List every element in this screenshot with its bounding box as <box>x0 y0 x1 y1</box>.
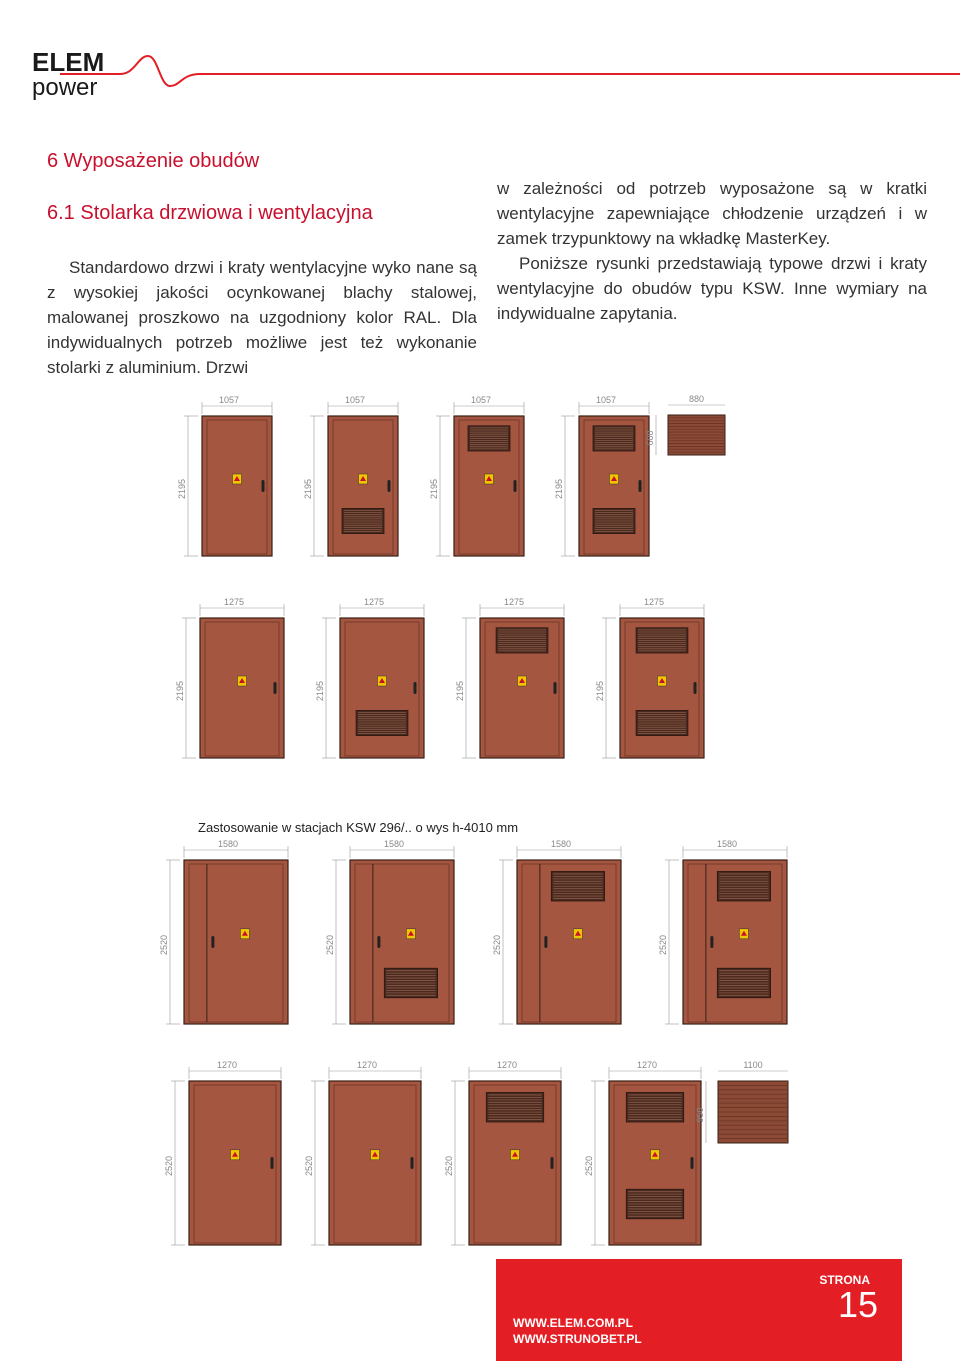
door-frame <box>329 1081 421 1245</box>
door-handle <box>271 1157 274 1169</box>
footer-bar <box>496 1259 902 1361</box>
width-dimension-label: 1275 <box>223 597 245 607</box>
door-handle <box>414 682 417 694</box>
logo-text-bottom: power <box>32 74 98 101</box>
height-dimension-label: 2195 <box>595 680 605 702</box>
caption: Zastosowanie w stacjach KSW 296/.. o wys h-4010 mm <box>198 820 519 835</box>
section-title: 6 Wyposażenie obudów <box>47 150 260 172</box>
website-link-elem[interactable]: WWW.ELEM.COM.PL <box>513 1316 633 1330</box>
door-handle <box>544 936 547 948</box>
door-handle <box>388 480 391 492</box>
door-handle <box>691 1157 694 1169</box>
door-handle <box>262 480 265 492</box>
height-dimension-label: 2195 <box>175 680 185 702</box>
width-dimension-label: 1580 <box>383 839 405 849</box>
door-handle <box>710 936 713 948</box>
width-dimension-label: 1057 <box>218 395 240 405</box>
height-dimension-label: 2520 <box>492 934 502 956</box>
grille-height-label: 600 <box>645 430 655 446</box>
page-number: 15 <box>837 1284 878 1325</box>
door-frame <box>189 1081 281 1245</box>
width-dimension-label: 1270 <box>636 1060 658 1070</box>
door-handle <box>514 480 517 492</box>
door-frame <box>350 860 454 1024</box>
height-dimension-label: 2195 <box>455 680 465 702</box>
paragraph-right-2: Poniższe rysunki przedstawiają typowe drzwi i kraty wentylacyjne do obudów typu KSW. Inne wymiary na indywidualne zapytania. <box>497 254 927 323</box>
height-dimension-label: 2195 <box>315 680 325 702</box>
width-dimension-label: 1275 <box>503 597 525 607</box>
door-handle <box>377 936 380 948</box>
width-dimension-label: 1580 <box>716 839 738 849</box>
logo-text-top: ELEM <box>32 47 105 77</box>
width-dimension-label: 1580 <box>550 839 572 849</box>
height-dimension-label: 2520 <box>325 934 335 956</box>
width-dimension-label: 1275 <box>643 597 665 607</box>
height-dimension-label: 2520 <box>444 1155 454 1177</box>
height-dimension-label: 2520 <box>658 934 668 956</box>
door-handle <box>274 682 277 694</box>
width-dimension-label: 1057 <box>595 395 617 405</box>
width-dimension-label: 1057 <box>470 395 492 405</box>
height-dimension-label: 2195 <box>303 478 313 500</box>
paragraph-left: Standardowo drzwi i kraty wentylacyjne wyko nane są z wysokiej jakości ocynkowanej blachy stalowej, malowanej proszkowo na uzgodniony kolor RAL. Dla indywidualnych potrzeb możliwe jest też wykonanie stolarki z aluminium. Drzwi <box>47 258 477 377</box>
width-dimension-label: 1275 <box>363 597 385 607</box>
height-dimension-label: 2520 <box>584 1155 594 1177</box>
height-dimension-label: 2520 <box>304 1155 314 1177</box>
door-handle <box>639 480 642 492</box>
height-dimension-label: 2520 <box>159 934 169 956</box>
subsection-title: 6.1 Stolarka drzwiowa i wentylacyjna <box>47 202 373 224</box>
width-dimension-label: 1270 <box>216 1060 238 1070</box>
width-dimension-label: 1270 <box>496 1060 518 1070</box>
door-handle <box>554 682 557 694</box>
door-handle <box>211 936 214 948</box>
grille-height-label: 950 <box>695 1107 705 1123</box>
width-dimension-label: 1057 <box>344 395 366 405</box>
website-link-strunobet[interactable]: WWW.STRUNOBET.PL <box>513 1332 642 1346</box>
height-dimension-label: 2195 <box>429 478 439 500</box>
door-handle <box>551 1157 554 1169</box>
width-dimension-label: 1270 <box>356 1060 378 1070</box>
paragraph-right-1: w zależności od potrzeb wyposażone są w kratki wentylacyjne zapewniające chłodzenie urządzeń i w zamek trzypunktowy na wkładkę MasterKey. <box>497 179 927 248</box>
page-label: STRONA <box>819 1273 870 1287</box>
height-dimension-label: 2195 <box>554 478 564 500</box>
height-dimension-label: 2520 <box>164 1155 174 1177</box>
door-frame <box>184 860 288 1024</box>
height-dimension-label: 2195 <box>177 478 187 500</box>
door-frame <box>200 618 284 758</box>
width-dimension-label: 1580 <box>217 839 239 849</box>
door-frame <box>340 618 424 758</box>
door-handle <box>694 682 697 694</box>
grille-width-label: 1100 <box>743 1060 763 1070</box>
door-handle <box>411 1157 414 1169</box>
grille-width-label: 880 <box>688 394 705 404</box>
